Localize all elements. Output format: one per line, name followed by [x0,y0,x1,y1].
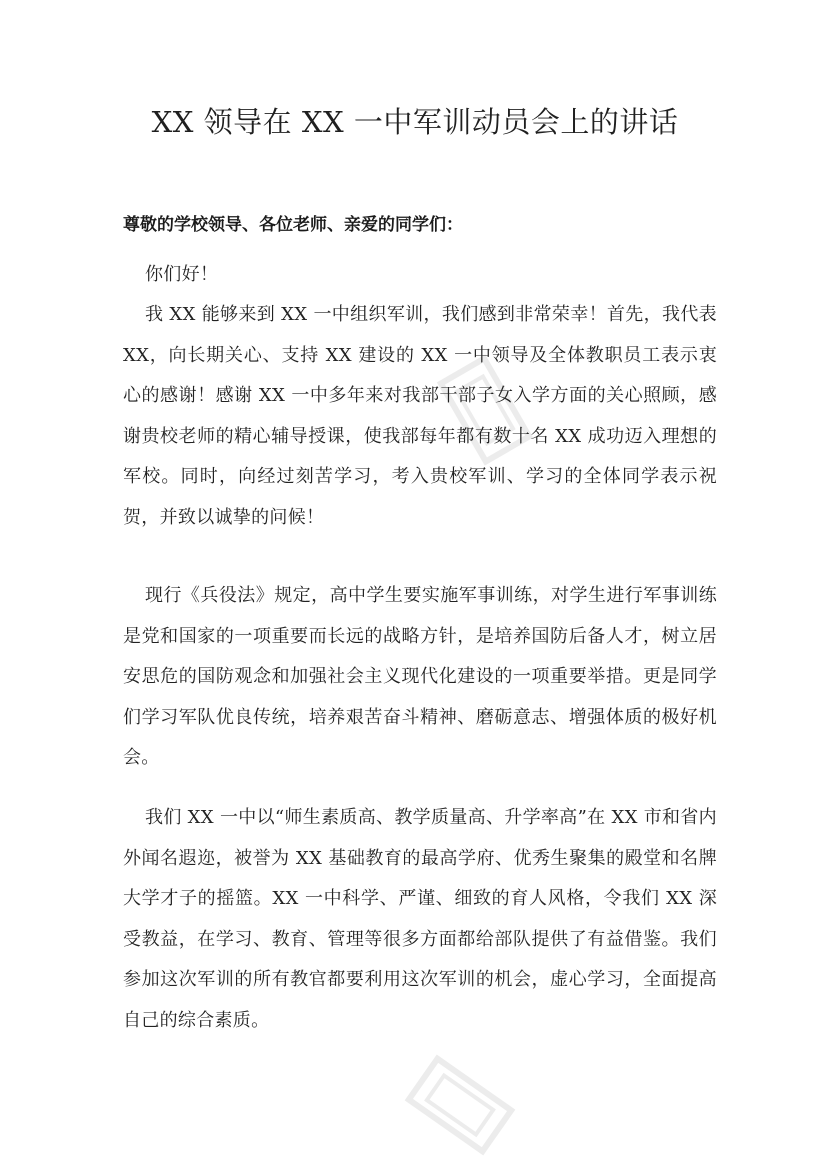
salutation: 尊敬的学校领导、各位老师、亲爱的同学们： [123,215,463,235]
paragraph-greeting: 你们好！ [145,264,219,285]
paragraph-1: 我 XX 能够来到 XX 一中组织军训，我们感到非常荣幸！首先，我代表 XX，向长期关心、支持 XX 建设的 XX 一中领导及全体教职员工表示衷心的感谢！感谢 XX 一中多年来对我部干部子女入学方面的关心照顾，感谢贵校老师的精心辅导授课，使我部每年都有数十名 XX 成功迈入理想的军校。同时，向经过刻苦学习，考入贵校军训、学习的全体同学表示祝贺，并致以诚挚的问候！ [123,304,717,528]
document-title: XX 领导在 XX 一中军训动员会上的讲话 [151,105,679,139]
paragraph-3: 我们 XX 一中以“师生素质高、教学质量高、升学率高”在 XX 市和省内外闻名遐迩，被誉为 XX 基础教育的最高学府、优秀生聚集的殿堂和名牌大学才子的摇篮。XX 一中科学、严谨、细致的育人风格，令我们 XX 深受教益，在学习、教育、管理等很多方面都给部队提供了有益借鉴。我们参加这次军训的所有教官都要利用这次军训的机会，虚心学习，全面提高自己的综合素质。 [123,807,717,1031]
paragraph-2: 现行《兵役法》规定，高中学生要实施军事训练，对学生进行军事训练是党和国家的一项重要而长远的战略方针，是培养国防后备人才，树立居安思危的国防观念和加强社会主义现代化建设的一项重要举措。更是同学们学习军队优良传统，培养艰苦奋斗精神、磨砺意志、增强体质的极好机会。 [123,585,717,768]
watermark-logo-bottom [400,1050,520,1160]
